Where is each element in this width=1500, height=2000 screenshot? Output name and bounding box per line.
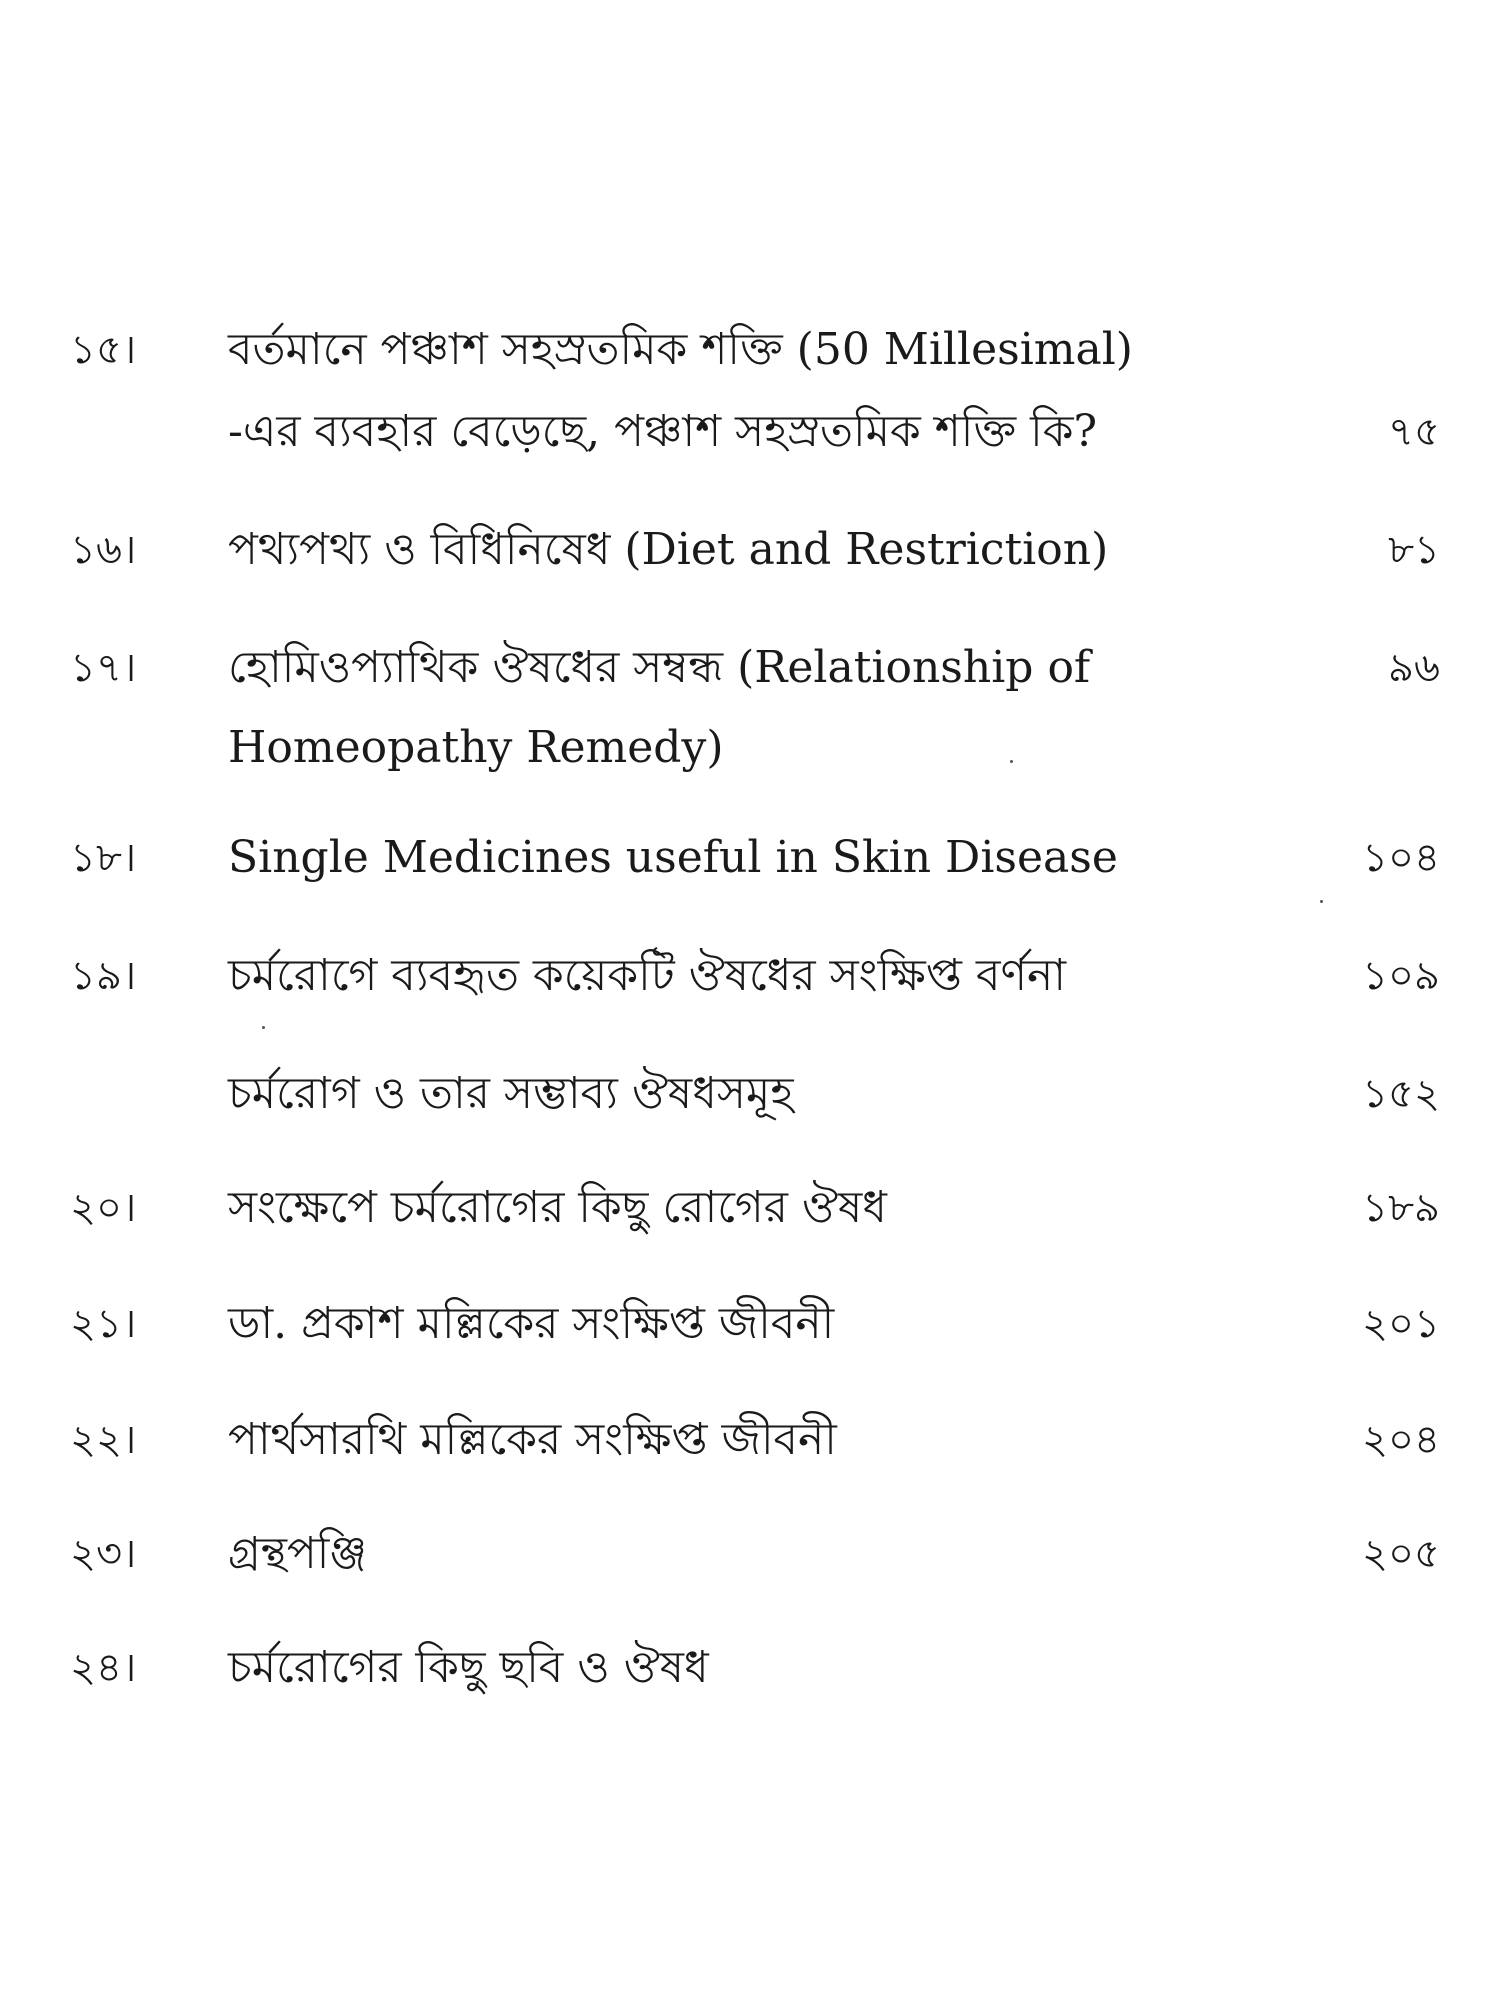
entry-title-line-2: -এর ব্যবহার বেড়েছে, পঞ্চাশ সহস্রতমিক শক্তি কি? — [228, 406, 1098, 457]
entry-page-number: ৮১ — [1388, 527, 1440, 573]
entry-number: ২১। — [70, 1301, 137, 1347]
entry-page-number: ১৮৯ — [1362, 1185, 1440, 1231]
entry-number: ২৪। — [70, 1645, 137, 1691]
entry-title-line-1: হোমিওপ্যাথিক ঔষধের সম্বন্ধ (Relationship of — [228, 642, 1091, 693]
entry-page-number: ৭৫ — [1388, 409, 1440, 455]
scan-speck — [1320, 900, 1323, 903]
entry-page-number: ১০৯ — [1362, 953, 1440, 999]
entry-title-line-1: বর্তমানে পঞ্চাশ সহস্রতমিক শক্তি (50 Millesimal) — [228, 324, 1133, 375]
entry-page-number: ১৫২ — [1362, 1071, 1440, 1117]
entry-number: ২০। — [70, 1185, 137, 1231]
entry-number: ১৬। — [70, 527, 137, 573]
entry-page-number: ১০৪ — [1362, 835, 1440, 881]
entry-number: ১৭। — [70, 645, 137, 691]
entry-number: ১৯। — [70, 953, 137, 999]
entry-page-number: ২০১ — [1362, 1301, 1440, 1347]
entry-title-line-1: Single Medicines useful in Skin Disease — [228, 832, 1118, 883]
entry-title-line-1: চর্মরোগে ব্যবহৃত কয়েকটি ঔষধের সংক্ষিপ্ত বর্ণনা — [228, 950, 1067, 1001]
entry-number: ১৮। — [70, 835, 137, 881]
scan-speck — [262, 1026, 265, 1029]
entry-title-line-1: পার্থসারথি মল্লিকের সংক্ষিপ্ত জীবনী — [228, 1414, 837, 1465]
entry-title-line-1: চর্মরোগের কিছু ছবি ও ঔষধ — [228, 1642, 709, 1693]
entry-title-line-1: চর্মরোগ ও তার সম্ভাব্য ঔষধসমূহ — [228, 1068, 794, 1119]
entry-number: ২২। — [70, 1417, 137, 1463]
entry-page-number: ২০৫ — [1362, 1531, 1440, 1577]
entry-title-line-1: পথ্যপথ্য ও বিধিনিষেধ (Diet and Restriction) — [228, 524, 1109, 575]
entry-number: ২৩। — [70, 1531, 137, 1577]
entry-title-line-2: Homeopathy Remedy) — [228, 722, 724, 773]
entry-number: ১৫। — [70, 327, 137, 373]
scan-speck — [1010, 760, 1013, 763]
entry-page-number: ৯৬ — [1388, 645, 1440, 691]
entry-title-line-1: ডা. প্রকাশ মল্লিকের সংক্ষিপ্ত জীবনী — [228, 1298, 835, 1349]
entry-title-line-1: সংক্ষেপে চর্মরোগের কিছু রোগের ঔষধ — [228, 1182, 887, 1233]
entry-page-number: ২০৪ — [1362, 1417, 1440, 1463]
entry-title-line-1: গ্রন্থপঞ্জি — [228, 1528, 367, 1579]
